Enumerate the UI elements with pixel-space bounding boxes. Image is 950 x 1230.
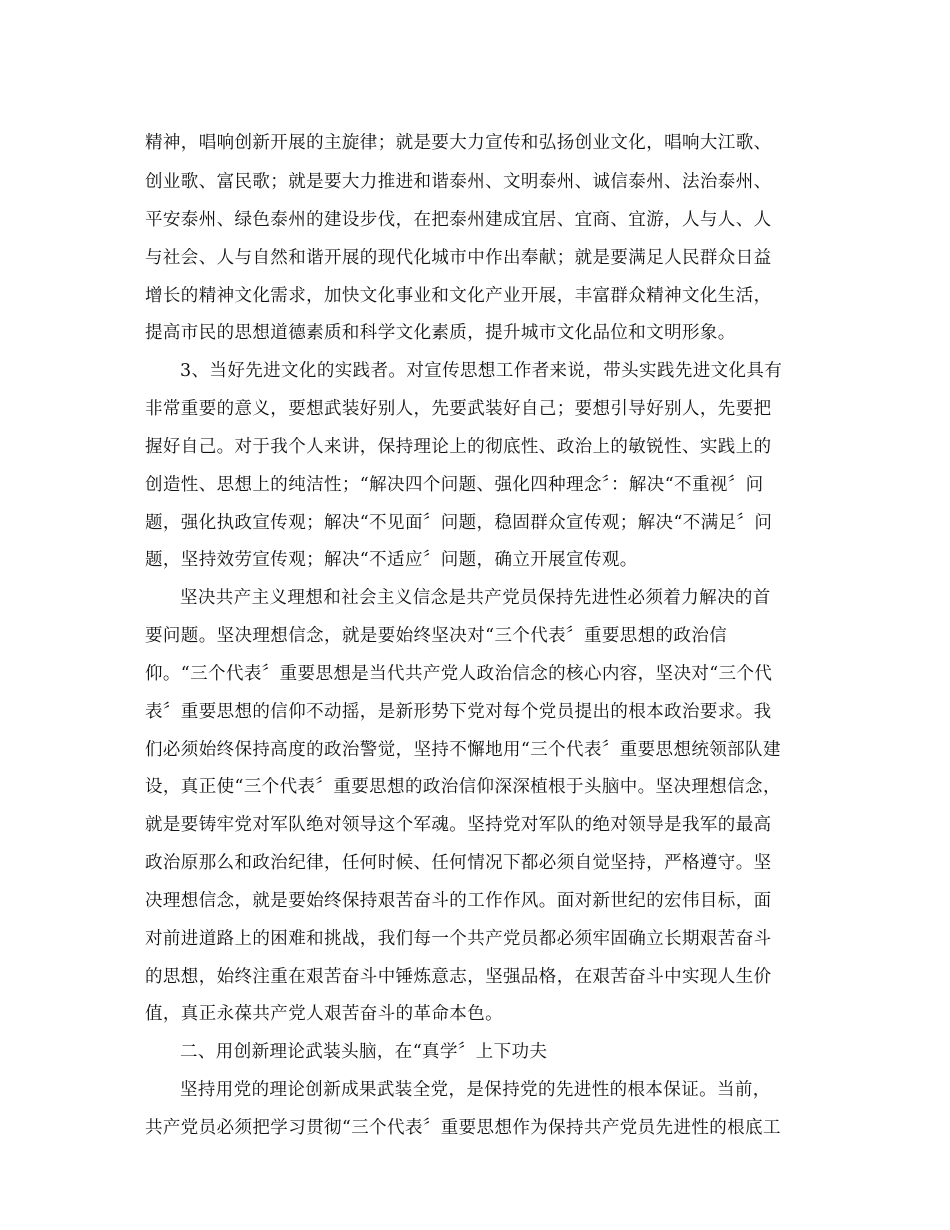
text-line: 政治原那么和政治纪律，任何时候、任何情况下都必须自觉坚持，严格遵守。坚 (145, 853, 772, 873)
text-line: 平安泰州、绿色泰州的建设步伐，在把泰州建成宜居、宜商、宜游，人与人、人 (145, 210, 772, 230)
text-line: 题，强化执政宣传观；解决“不见面〞问题，稳固群众宣传观；解决“不满足〞问 (145, 513, 773, 533)
text-line: 就是要铸牢党对军队绝对领导这个军魂。坚持党对军队的绝对领导是我军的最高 (145, 815, 772, 835)
paragraph-first-line: 坚决共产主义理想和社会主义信念是共产党员保持先进性必须着力解决的首 (180, 588, 771, 608)
text-line: 的思想，始终注重在艰苦奋斗中锤炼意志，坚强品格，在艰苦奋斗中实现人生价 (145, 967, 772, 987)
text-line: 非常重要的意义，要想武装好别人，先要武装好自己；要想引导好别人，先要把 (145, 399, 772, 419)
text-line: 对前进道路上的困难和挑战，我们每一个共产党员都必须牢固确立长期艰苦奋斗 (145, 929, 772, 949)
text-line: 与社会、人与自然和谐开展的现代化城市中作出奉献；就是要满足人民群众日益 (145, 248, 772, 268)
text-line: 精神，唱响创新开展的主旋律；就是要大力宣传和弘扬创业文化，唱响大江歌、 (145, 133, 772, 153)
paragraph-first-line: 3、当好先进文化的实践者。对宣传思想工作者来说，带头实践先进文化具有 (180, 361, 783, 381)
text-line: 们必须始终保持高度的政治警觉，坚持不懈地用“三个代表〞重要思想统领部队建 (145, 740, 781, 760)
text-line: 创业歌、富民歌；就是要大力推进和谐泰州、文明泰州、诚信泰州、法治泰州、 (145, 172, 772, 192)
paragraph-first-line: 坚持用党的理论创新成果武装全党，是保持党的先进性的根本保证。当前， (180, 1080, 771, 1100)
text-line: 创造性、思想上的纯洁性；“解决四个问题、强化四种理念〞：解决“不重视〞问 (145, 475, 764, 495)
text-line: 提高市民的思想道德素质和科学文化素质，提升城市文化品位和文明形象。 (145, 323, 736, 343)
section-heading: 二、用创新理论武装头脑，在“真学〞上下功夫 (180, 1042, 548, 1062)
text-line: 要问题。坚决理想信念，就是要始终坚决对“三个代表〞重要思想的政治信 (145, 626, 728, 646)
text-line: 决理想信念，就是要始终保持艰苦奋斗的工作作风。面对新世纪的宏伟目标，面 (145, 891, 772, 911)
text-line: 表〞重要思想的信仰不动摇，是新形势下党对每个党员提出的根本政治要求。我 (145, 702, 772, 722)
text-line: 共产党员必须把学习贯彻“三个代表〞重要思想作为保持共产党员先进性的根底工 (145, 1118, 781, 1138)
text-line: 增长的精神文化需求，加快文化事业和文化产业开展，丰富群众精神文化生活， (145, 286, 772, 306)
text-line: 设，真正使“三个代表〞重要思想的政治信仰深深植根于头脑中。坚决理想信念， (145, 777, 781, 797)
text-line: 值，真正永葆共产党人艰苦奋斗的革命本色。 (145, 1004, 503, 1024)
text-line: 仰。“三个代表〞重要思想是当代共产党人政治信念的核心内容，坚决对“三个代 (145, 664, 773, 684)
text-line: 握好自己。对于我个人来讲，保持理论上的彻底性、政治上的敏锐性、实践上的 (145, 437, 772, 457)
text-line: 题，坚持效劳宣传观；解决“不适应〞问题，确立开展宣传观。 (145, 550, 638, 570)
